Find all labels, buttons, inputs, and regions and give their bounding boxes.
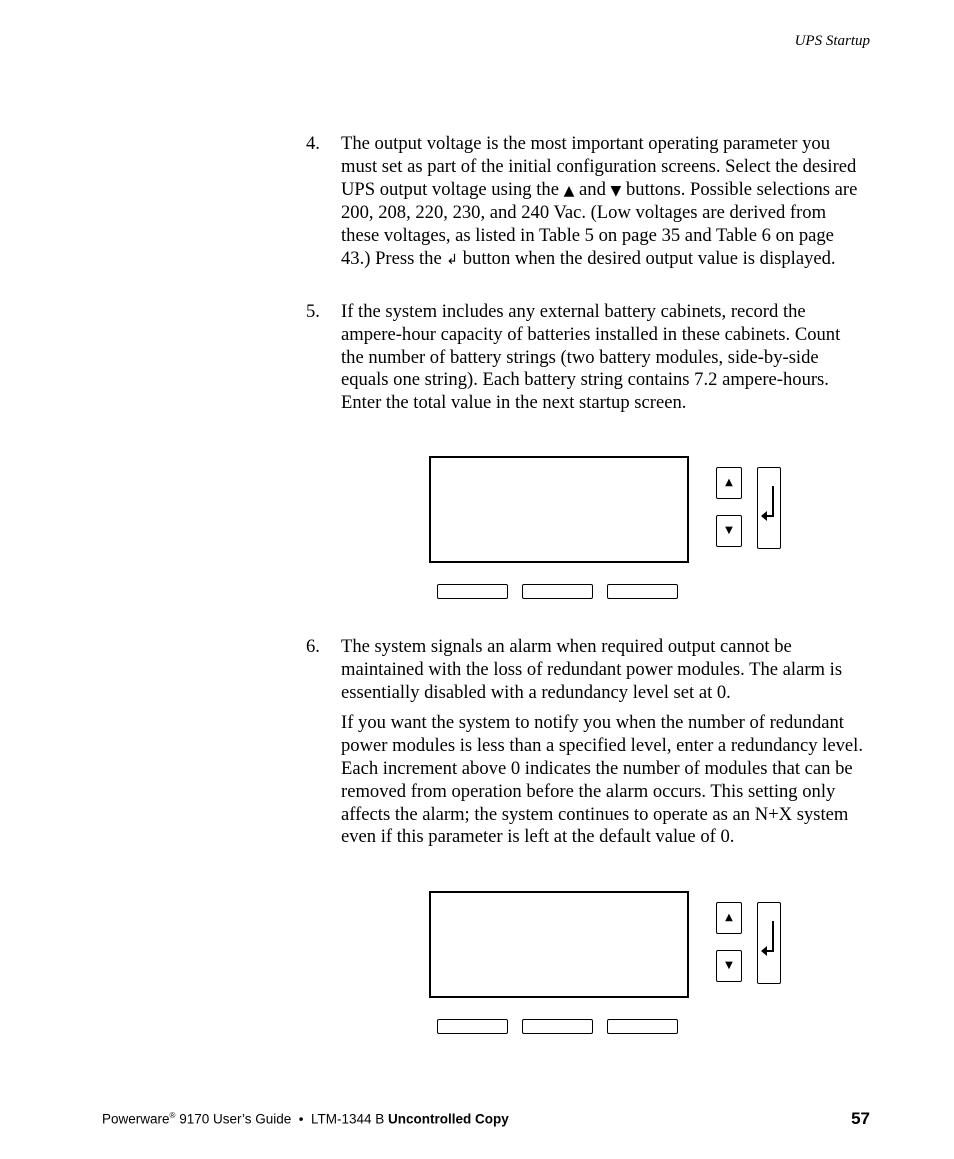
text-run: button when the desired output value is displayed. xyxy=(458,247,836,269)
up-arrow-icon: ▲ xyxy=(725,477,733,488)
up-button[interactable] xyxy=(716,902,742,934)
step-4 xyxy=(306,133,866,280)
step-5 xyxy=(306,301,866,423)
up-button[interactable] xyxy=(716,467,742,499)
step-number: 6. xyxy=(306,636,320,657)
enter-button[interactable] xyxy=(757,467,781,549)
enter-arrow-icon xyxy=(760,913,778,963)
softkey-2[interactable] xyxy=(522,1019,593,1034)
up-arrow-icon: ▲ xyxy=(725,912,733,923)
down-arrow-icon: ▼ xyxy=(725,525,733,536)
step-4-paragraph xyxy=(341,133,866,272)
enter-arrow-icon xyxy=(760,478,778,528)
control-panel-diagram xyxy=(429,891,789,1039)
softkey-2[interactable] xyxy=(522,584,593,599)
step-number: 4. xyxy=(306,133,320,154)
down-button[interactable] xyxy=(716,950,742,982)
softkey-3[interactable] xyxy=(607,584,678,599)
step-number: 5. xyxy=(306,301,320,322)
step-text xyxy=(341,301,866,415)
lcd-screen xyxy=(429,891,689,998)
step-text xyxy=(341,133,866,272)
guide-info: 9170 User’s Guide • LTM-1344 B xyxy=(175,1111,389,1127)
registered-mark: ® xyxy=(169,1111,176,1120)
softkey-3[interactable] xyxy=(607,1019,678,1034)
down-button[interactable] xyxy=(716,515,742,547)
down-arrow-icon: ▼ xyxy=(725,960,733,971)
lcd-screen xyxy=(429,456,689,563)
step-6-paragraph-2: If you want the system to notify you when the number of redundant power modules is less than a specified level, enter a redundancy level. Each increment above 0 indicates the number of modules that can be removed from operation before the alarm occurs. This setting only affects the alarm; the system continues to operate as an N+X system even if this parameter is left at the default value of 0. xyxy=(341,712,863,848)
enter-icon: ↲ xyxy=(446,251,459,268)
page-number: 57 xyxy=(851,1109,870,1128)
enter-button[interactable] xyxy=(757,902,781,984)
text-run: buttons. Possible selections are 200, 208, 220, 230, and 240 Vac. (Low voltages are derived from these voltages, as listed in Table 5 on page 35 and Table 6 on page 43.) Press the xyxy=(341,178,858,269)
softkey-1[interactable] xyxy=(437,584,508,599)
up-arrow-icon: ▲ xyxy=(563,182,575,199)
text-run: and xyxy=(574,178,611,200)
product-name: Powerware xyxy=(102,1111,170,1127)
step-5-paragraph: If the system includes any external battery cabinets, record the ampere-hour capacity of batteries installed in these cabinets. Count the number of battery strings (two battery modules, side-by-side equals one string). Each battery string contains 7.2 ampere-hours. Enter the total value in the next startup screen. xyxy=(341,301,841,414)
down-arrow-icon: ▼ xyxy=(610,182,622,199)
step-6-paragraph-1: The system signals an alarm when required output cannot be maintained with the loss of redundant power modules. The alarm is essentially disabled with a redundancy level set at 0. xyxy=(341,636,843,703)
uncontrolled-copy: Uncontrolled Copy xyxy=(388,1111,509,1127)
footer-doc-info xyxy=(102,1111,509,1127)
running-head: UPS Startup xyxy=(794,33,870,49)
text-run: The output voltage is the most important operating parameter you must set as part of the initial configuration screens. Select the desired UPS output voltage using the xyxy=(341,133,857,200)
step-text xyxy=(341,636,866,849)
step-6 xyxy=(306,636,866,857)
softkey-1[interactable] xyxy=(437,1019,508,1034)
control-panel-diagram xyxy=(429,456,789,604)
